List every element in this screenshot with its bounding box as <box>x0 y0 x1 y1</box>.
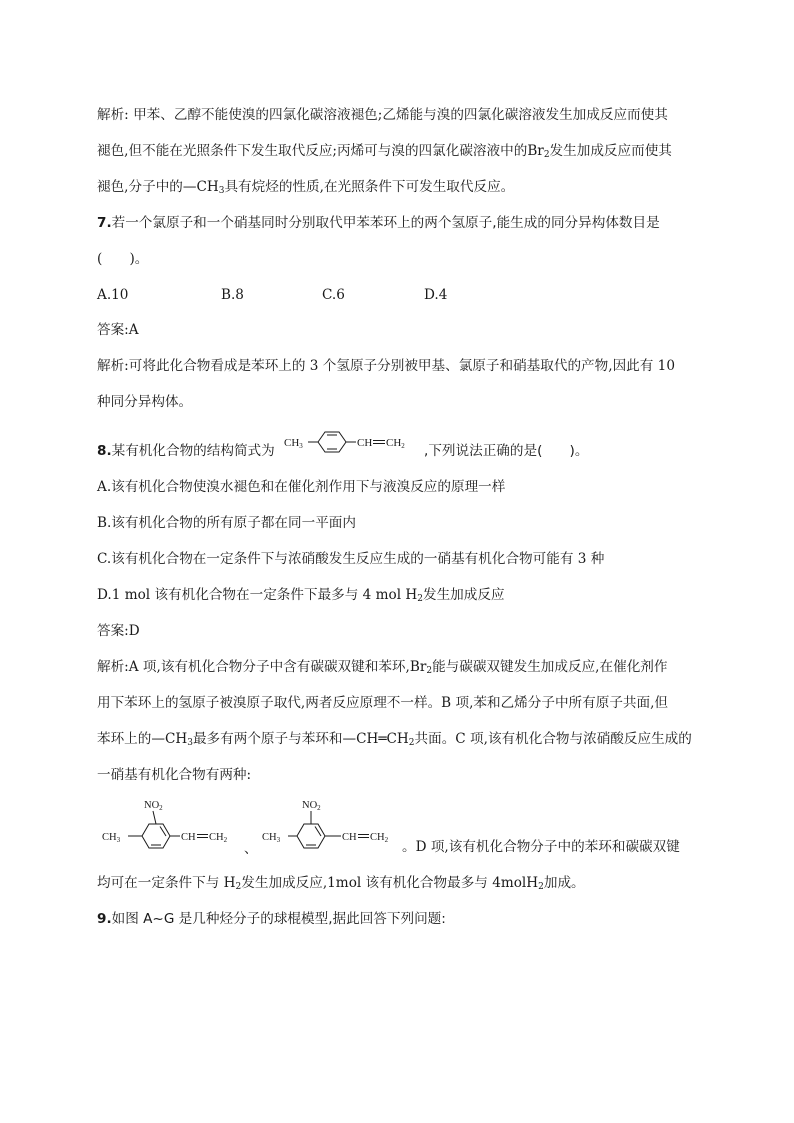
q8-option-a: A.该有机化合物使溴水褪色和在催化剂作用下与液溴反应的原理一样 <box>97 479 506 495</box>
ch2-label: CH2 <box>370 832 389 844</box>
nitro-product-2-structure <box>262 796 412 860</box>
q7-number: 7. <box>97 215 112 231</box>
q7-stem-text: 若一个氯原子和一个硝基同时分别取代甲苯苯环上的两个氢原子,能生成的同分异构体数目是 <box>111 215 660 231</box>
q6-analysis-text: 褪色,但不能在光照条件下发生取代反应;丙烯可与溴的四氯化碳溶液中的 <box>97 143 528 159</box>
q8-analysis-line-5-end: 。D 项,该有机化合物分子中的苯环和碳碳双键 <box>402 839 680 855</box>
subscript: 3 <box>187 738 193 748</box>
q8-stem-end: ,下列说法正确的是( )。 <box>424 443 589 459</box>
ch-label: CH <box>342 832 357 843</box>
no2-label: NO2 <box>302 800 321 812</box>
separator-comma: 、 <box>244 841 258 857</box>
br2-formula: $Br_2$ <box>527 143 550 160</box>
subscript: 2 <box>538 882 544 892</box>
q8-analysis-text: 苯环上的—CH <box>97 731 188 747</box>
q8-analysis-text: 最多有两个原子与苯环和—CH═CH <box>192 731 409 747</box>
q8-analysis-text: 加成。 <box>543 875 585 891</box>
q8-analysis-text: 发生加成反应,1mol 该有机化合物最多与 4molH <box>241 875 539 891</box>
nitro-product-1-structure <box>100 796 250 860</box>
q8-analysis-line-1 <box>97 658 667 676</box>
q6-analysis-text: 具有烷烃的性质,在光照条件下可发生取代反应。 <box>224 179 515 195</box>
q8-answer: 答案:D <box>97 623 140 639</box>
ch3-label: CH3 <box>284 437 303 450</box>
q6-analysis-text: 褪色,分子中的—CH <box>97 179 219 195</box>
subscript: 3 <box>218 186 225 196</box>
bond <box>153 811 156 824</box>
q8-analysis-line-6 <box>97 874 585 892</box>
ch-label: CH <box>181 832 196 843</box>
q7-option-c: C.6 <box>322 287 345 303</box>
q7-analysis-line-2: 种同分异构体。 <box>97 394 193 410</box>
q8-analysis-text: 共面。C 项,该有机化合物与浓硝酸反应生成的 <box>414 731 692 747</box>
ch2-label: CH2 <box>209 832 228 844</box>
q6-analysis-line-1 <box>97 106 668 124</box>
q8-option-d-text: D.1 mol 该有机化合物在一定条件下最多与 4 mol H <box>97 587 418 603</box>
q8-analysis-text: 能与碳碳双键发生加成反应,在催化剂作 <box>432 659 668 675</box>
ch-label: CH <box>357 437 373 449</box>
q8-option-d-text: 发生加成反应 <box>422 587 505 603</box>
q6-analysis-line-2 <box>97 142 672 160</box>
q8-number: 8. <box>97 443 112 459</box>
q9-number: 9. <box>97 911 112 927</box>
q8-analysis-text: 解析:A 项,该有机化合物分子中含有碳碳双键和苯环,Br <box>97 659 427 675</box>
q8-analysis-line-4: 一硝基有机化合物有两种: <box>97 767 252 783</box>
q9-stem-text: 如图 A~G 是几种烃分子的球棍模型,据此回答下列问题: <box>111 911 446 927</box>
q7-answer: 答案:A <box>97 322 139 338</box>
q8-stem-start <box>97 442 275 460</box>
ch2-label: CH2 <box>386 437 405 450</box>
q7-option-d: D.4 <box>424 287 448 303</box>
q8-analysis-text: 均可在一定条件下与 H <box>97 875 236 891</box>
q8-analysis-line-3 <box>97 730 692 748</box>
subscript: 2 <box>426 666 433 676</box>
subscript: 2 <box>408 738 415 748</box>
q6-analysis-text: 发生加成反应而使其 <box>549 143 672 159</box>
q9-stem <box>97 910 446 928</box>
q6-analysis-line-3 <box>97 178 514 196</box>
ch3-label: CH3 <box>102 832 121 844</box>
no2-label: NO2 <box>144 800 163 812</box>
q8-option-b: B.该有机化合物的所有原子都在同一平面内 <box>97 515 356 531</box>
ch3-label: CH3 <box>262 832 281 844</box>
q7-blank: ( )。 <box>97 251 149 267</box>
q7-option-a: A.10 <box>97 287 129 303</box>
q7-stem <box>97 214 660 232</box>
subscript: 2 <box>235 882 242 892</box>
q8-option-c: C.该有机化合物在一定条件下与浓硝酸发生反应生成的一硝基有机化合物可能有 3 种 <box>97 551 605 567</box>
q8-stem-text: 某有机化合物的结构简式为 <box>111 443 275 459</box>
subscript: 2 <box>417 594 423 604</box>
q8-analysis-line-2: 用下苯环上的氢原子被溴原子取代,两者反应原理不一样。B 项,苯和乙烯分子中所有原子共面,但 <box>97 695 669 711</box>
q7-option-b: B.8 <box>221 287 244 303</box>
q8-option-d <box>97 586 505 604</box>
q6-analysis-text: 解析: 甲苯、乙醇不能使溴的四氯化碳溶液褪色;乙烯能与溴的四氯化碳溶液发生加成反应而使其 <box>97 107 668 123</box>
structure-formula-q8 <box>284 426 424 458</box>
q7-analysis-line-1: 解析:可将此化合物看成是苯环上的 3 个氢原子分别被甲基、氯原子和硝基取代的产物,因此有 10 <box>97 358 675 374</box>
